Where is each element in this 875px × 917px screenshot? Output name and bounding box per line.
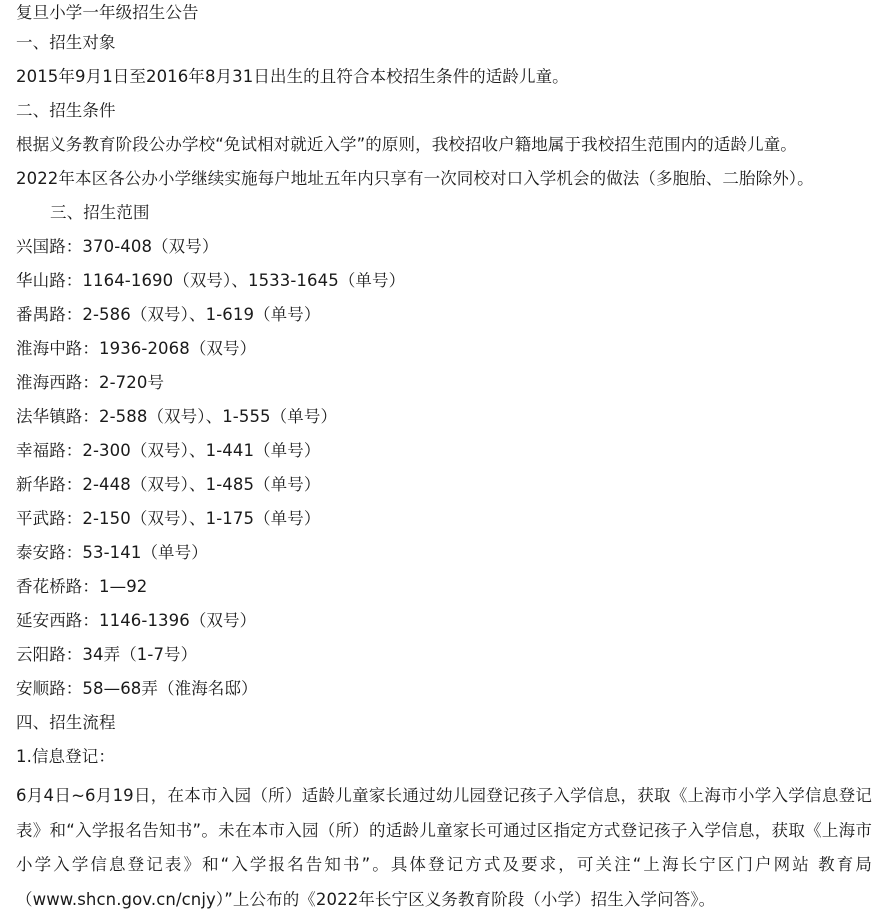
section-heading-process: 四、招生流程	[16, 713, 116, 732]
road-item: 泰安路：53-141（单号）	[16, 543, 208, 562]
road-item: 淮海西路：2-720号	[16, 373, 165, 392]
step-1-text: 6月4日~6月19日，在本市入园（所）适龄儿童家长通过幼儿园登记孩子入学信息，获取《上海市小学入学信息登记表》和“入学报名告知书”。未在本市入园（所）的适龄儿童家长可通过区指定方式登记孩子入学信息，获取《上海市小学入学信息登记表》和“入学报名告知书”。具体登记方式及要求，可关注“上海长宁区门户网站 教育局（www.shcn.gov.cn/cnjy）”上公布的《2022年长宁区义务教育阶段（小学）招生入学问答》。	[16, 786, 872, 909]
road-item: 新华路：2-448（双号）、1-485（单号）	[16, 475, 321, 494]
conditions-text-2: 2022年本区各公办小学继续实施每户地址五年内只享有一次同校对口入学机会的做法（多胞胎、二胎除外）。	[16, 169, 814, 188]
road-item: 平武路：2-150（双号）、1-175（单号）	[16, 509, 321, 528]
road-item: 兴国路：370-408（双号）	[16, 237, 219, 256]
road-item: 云阳路：34弄（1-7号）	[16, 645, 198, 664]
document-title: 复旦小学一年级招生公告	[16, 3, 199, 22]
road-item: 香花桥路：1—92	[16, 577, 148, 596]
road-item: 幸福路：2-300（双号）、1-441（单号）	[16, 441, 321, 460]
road-item: 番禺路：2-586（双号）、1-619（单号）	[16, 305, 321, 324]
road-item: 延安西路：1146-1396（双号）	[16, 611, 257, 630]
road-item: 华山路：1164-1690（双号）、1533-1645（单号）	[16, 271, 406, 290]
road-item: 法华镇路：2-588（双号）、1-555（单号）	[16, 407, 338, 426]
section-heading-conditions: 二、招生条件	[16, 101, 116, 120]
conditions-text-1: 根据义务教育阶段公办学校“免试相对就近入学”的原则，我校招收户籍地属于我校招生范围内的适龄儿童。	[16, 135, 797, 154]
step-1-title: 1.信息登记：	[16, 747, 115, 766]
target-text: 2015年9月1日至2016年8月31日出生的且符合本校招生条件的适龄儿童。	[16, 67, 569, 86]
section-heading-scope: 三、招生范围	[50, 203, 150, 222]
road-item: 安顺路：58—68弄（淮海名邸）	[16, 679, 258, 698]
section-heading-target: 一、招生对象	[16, 33, 116, 52]
road-item: 淮海中路：1936-2068（双号）	[16, 339, 257, 358]
